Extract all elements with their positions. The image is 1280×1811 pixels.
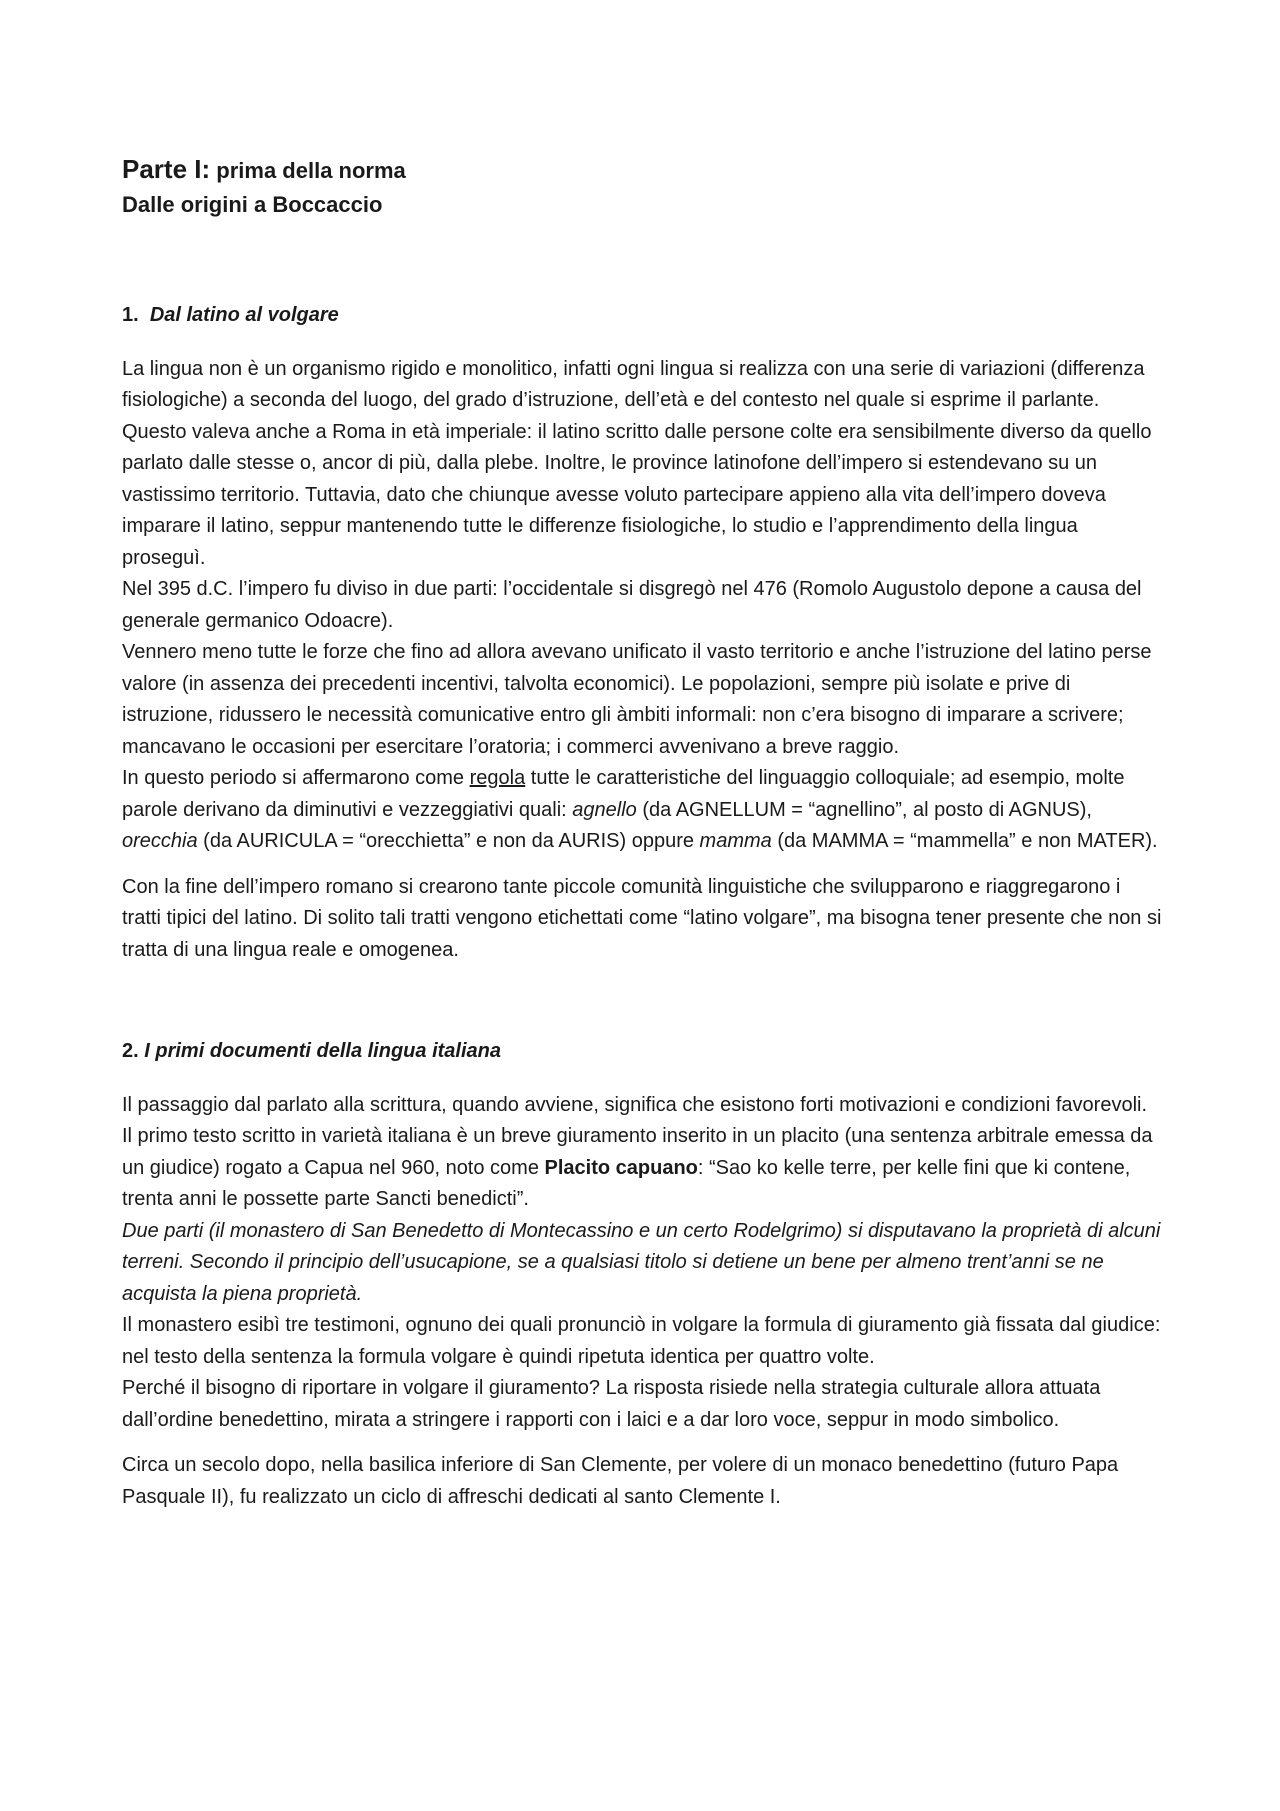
text-run: : “Sao ko kelle terre, per kelle fini que ki contene, trenta anni le possette parte Sancti benedicti”. bbox=[122, 1156, 1131, 1210]
text-run: In questo periodo si affermarono come bbox=[122, 767, 470, 789]
section-2-heading bbox=[122, 1036, 1162, 1068]
text-run: Il primo testo scritto in varietà italiana è un breve giuramento inserito in un placito (una sentenza arbitrale emessa da un giudice) rogato a Capua nel 960, noto come bbox=[122, 1125, 1153, 1179]
part-title: prima della norma bbox=[216, 158, 406, 183]
italic-term: mamma bbox=[699, 830, 772, 852]
text-run: tutte le caratteristiche del linguaggio colloquiale; ad esempio, molte parole derivano da diminutivi e vezzeggiativi quali: bbox=[122, 767, 1125, 821]
document-subtitle: Dalle origini a Boccaccio bbox=[122, 192, 383, 217]
underlined-term: regola bbox=[469, 767, 526, 789]
italic-term: agnello bbox=[572, 798, 637, 821]
section-1-heading bbox=[122, 300, 1162, 332]
section-2-number: 2. bbox=[122, 1040, 139, 1062]
section-2-paragraph: Il monastero esibì tre testimoni, ognuno dei quali pronunciò in volgare la formula di giuramento già fissata dal giudice: nel testo della sentenza la formula volgare è quindi ripetuta identica per quattro volte. bbox=[122, 1314, 1161, 1368]
bold-term: Placito capuano bbox=[544, 1156, 698, 1179]
document-page bbox=[122, 152, 1162, 1513]
part-heading bbox=[122, 152, 1162, 188]
section-1-number: 1. bbox=[122, 304, 139, 326]
section-1-paragraph bbox=[122, 763, 1162, 858]
section-1-paragraph: Con la fine dell’impero romano si crearono tante piccole comunità linguistiche che svilupparono e riaggregarono i tratti tipici del latino. Di solito tali tratti vengono etichettati come “latino volgare”, ma bisogna tener presente che non si tratta di una lingua reale e omogenea. bbox=[122, 875, 1162, 961]
section-2-paragraph: Circa un secolo dopo, nella basilica inferiore di San Clemente, per volere di un monaco benedettino (futuro Papa Pasquale II), fu realizzato un ciclo di affreschi dedicati al santo Clemente I. bbox=[122, 1454, 1119, 1508]
section-1-title: Dal latino al volgare bbox=[149, 304, 339, 326]
section-1-paragraph: Vennero meno tutte le forze che fino ad allora avevano unificato il vasto territorio e anche l’istruzione del latino perse valore (in assenza dei precedenti incentivi, talvolta economici). Le popolazioni, sempre più isolate e prive di istruzione, ridussero le necessità comunicative entro gli àmbiti informali: non c’era bisogno di imparare a scrivere; mancavano le occasioni per esercitare l’oratoria; i commerci avvenivano a breve raggio. bbox=[122, 641, 1152, 758]
text-run: (da MAMMA = “mammella” e non MATER). bbox=[771, 830, 1158, 852]
section-2-italic-paragraph: Due parti (il monastero di San Benedetto di Montecassino e un certo Rodelgrimo) si disputavano la proprietà di alcuni terreni. Secondo il principio dell’usucapione, se a qualsiasi titolo si detiene un bene per almeno trent’anni se ne acquista la piena proprietà. bbox=[122, 1219, 1161, 1305]
section-1-paragraph: Questo valeva anche a Roma in età imperiale: il latino scritto dalle persone colte era sensibilmente diverso da quello parlato dalle stesse o, ancor di più, dalla plebe. Inoltre, le province latinofone dell’impero si estendevano su un vastissimo territorio. Tuttavia, dato che chiunque avesse voluto partecipare appieno alla vita dell’impero doveva imparare il latino, seppur mantenendo tutte le differenze fisiologiche, lo studio e l’apprendimento della lingua proseguì. bbox=[122, 420, 1152, 569]
italic-term: orecchia bbox=[122, 830, 198, 852]
part-label: Parte I: bbox=[122, 154, 211, 184]
section-2-paragraph: Il passaggio dal parlato alla scrittura, quando avviene, significa che esistono forti motivazioni e condizioni favorevoli. bbox=[122, 1093, 1148, 1116]
text-run: (da AGNELLUM = “agnellino”, al posto di AGNUS), bbox=[636, 798, 1092, 821]
text-run: (da AURICULA = “orecchietta” e non da AURIS) oppure bbox=[197, 830, 700, 852]
section-1-paragraph: La lingua non è un organismo rigido e monolitico, infatti ogni lingua si realizza con una serie di variazioni (differenza fisiologiche) a seconda del luogo, del grado d’istruzione, dell’età e del contesto nel quale si esprime il parlante. bbox=[122, 357, 1145, 411]
section-2-paragraph bbox=[122, 1121, 1162, 1216]
section-2-paragraph: Perché il bisogno di riportare in volgare il giuramento? La risposta risiede nella strategia culturale allora attuata dall’ordine benedettino, mirata a stringere i rapporti con i laici e a dar loro voce, seppur in modo simbolico. bbox=[122, 1377, 1101, 1431]
section-1-paragraph: Nel 395 d.C. l’impero fu diviso in due parti: l’occidentale si disgregò nel 476 (Romolo Augustolo depone a causa del generale germanico Odoacre). bbox=[122, 578, 1142, 632]
section-2-title: I primi documenti della lingua italiana bbox=[144, 1040, 501, 1062]
